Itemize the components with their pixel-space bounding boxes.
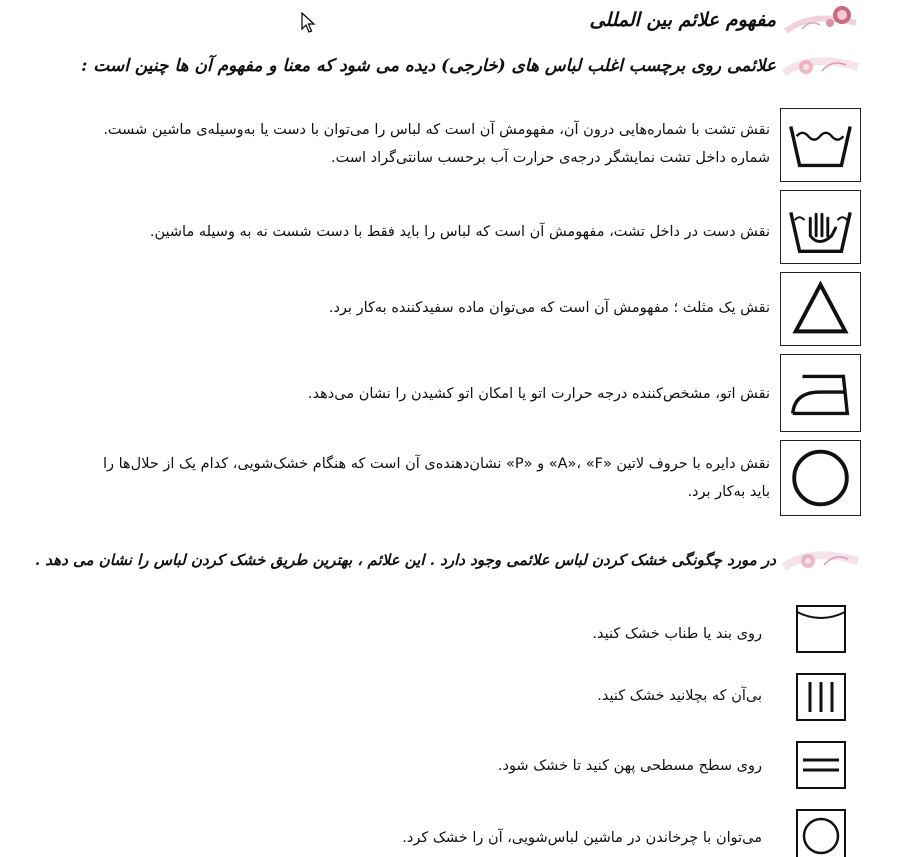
drying-intro-text: در مورد چگونگی خشک کردن لباس علائمی وجود دارد . این علائم ، بهترین طریق خشک کردن لباس را نشان می دهد . bbox=[34, 551, 776, 569]
drip-dry-icon bbox=[795, 672, 847, 722]
tumble-dry-icon bbox=[795, 808, 847, 857]
title-text: مفهوم علائم بین المللی bbox=[589, 9, 776, 31]
flower-bullet-icon bbox=[782, 1, 860, 39]
intro-text: علائمی روی برچسب اغلب لباس های (خارجی) دیده می شود که معنا و مفهوم آن ها چنین است : bbox=[81, 56, 776, 76]
iron-description: نقش اتو، مشخص‌کننده درجه حرارت اتو یا امکان اتو کشیدن را نشان می‌دهد. bbox=[307, 386, 770, 402]
dry-clean-circle-icon bbox=[780, 440, 861, 516]
drip-dry-description: بی‌آن که بچلانید خشک کنید. bbox=[597, 688, 762, 704]
line-dry-description: روی بند یا طناب خشک کنید. bbox=[592, 626, 762, 642]
flower-bullet-icon bbox=[782, 541, 860, 579]
dry-clean-description: نقش دایره با حروف لاتین «A»، «F» و «P» نشان‌دهنده‌ی آن است که هنگام خشک‌شویی، کدام یک از حلال‌ها را باید به‌کار برد. bbox=[102, 456, 770, 500]
drying-heading bbox=[35, 540, 860, 580]
tumble-dry-description: می‌توان با چرخاندن در ماشین لباس‌شویی، آن را خشک کرد. bbox=[402, 830, 762, 846]
wash-tub-description: نقش تشت با شماره‌هایی درون آن، مفهومش آن است که لباس را می‌توان با دست یا به‌وسیله‌ی ماشین شست. شماره داخل تشت نمایشگر درجه‌ی حرارت آب برحسب سانتی‌گراد است. bbox=[103, 122, 770, 166]
flower-bullet-icon bbox=[782, 47, 860, 85]
line-dry-icon bbox=[795, 604, 847, 654]
bleach-description: نقش یک مثلث ؛ مفهومش آن است که می‌توان ماده سفیدکننده به‌کار برد. bbox=[328, 300, 770, 316]
hand-wash-description: نقش دست در داخل تشت، مفهومش آن است که لباس را باید فقط با دست شست نه به وسیله ماشین. bbox=[149, 224, 770, 240]
bleach-triangle-icon bbox=[780, 272, 861, 346]
flat-dry-description: روی سطح مسطحی پهن کنید تا خشک شود. bbox=[497, 758, 762, 774]
flat-dry-icon bbox=[795, 740, 847, 790]
label-intro-heading bbox=[81, 46, 860, 86]
mouse-cursor-icon bbox=[301, 12, 317, 34]
iron-icon bbox=[780, 354, 861, 432]
wash-tub-icon bbox=[780, 108, 861, 182]
main-title bbox=[589, 0, 860, 40]
hand-wash-icon bbox=[780, 190, 861, 264]
